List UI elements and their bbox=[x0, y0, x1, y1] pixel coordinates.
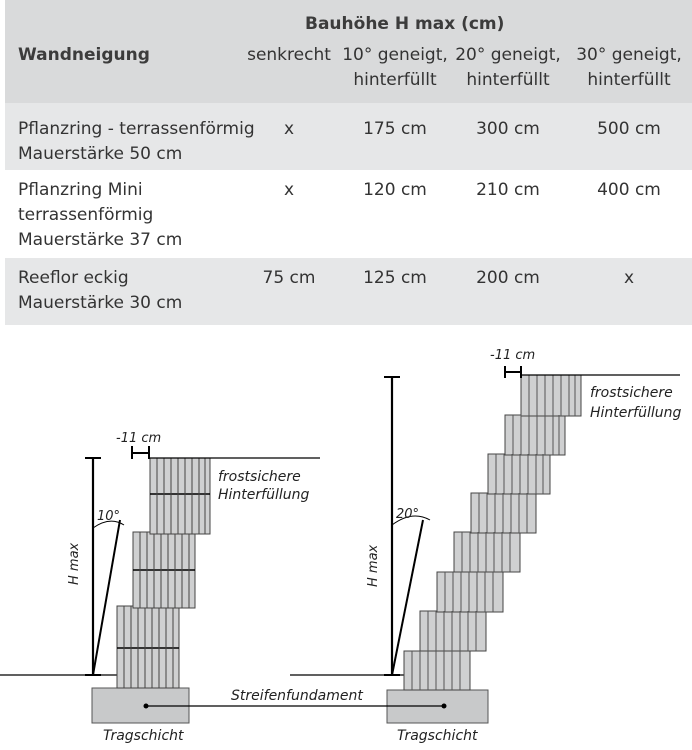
hmax-label: H max bbox=[366, 544, 381, 587]
column-header-10: 10° geneigt, hinterfüllt bbox=[342, 45, 448, 90]
table-row bbox=[5, 258, 692, 325]
wall-diagram bbox=[0, 330, 692, 750]
backfill-label-1: frostsichere bbox=[218, 469, 301, 485]
cell-senkrecht: x bbox=[283, 180, 295, 200]
cell-20: 200 cm bbox=[476, 268, 540, 288]
base-label: Tragschicht bbox=[397, 728, 478, 744]
row-name: Pflanzring - terrassenförmig Mauerstärke 50 cm bbox=[18, 119, 255, 164]
height-table bbox=[5, 0, 692, 325]
table-row bbox=[5, 170, 692, 258]
group-header: Bauhöhe H max (cm) bbox=[305, 14, 505, 34]
cell-senkrecht: x bbox=[283, 119, 295, 139]
right-wall bbox=[290, 348, 681, 744]
block-group-top bbox=[150, 458, 210, 534]
cell-30: 500 cm bbox=[597, 119, 661, 139]
block-stack bbox=[404, 375, 581, 690]
table-row bbox=[5, 103, 692, 170]
cell-20: 210 cm bbox=[476, 180, 540, 200]
row-header: Wandneigung bbox=[18, 45, 150, 65]
cell-senkrecht: 75 cm bbox=[262, 268, 316, 288]
cell-30: 400 cm bbox=[597, 180, 661, 200]
cell-30: x bbox=[623, 268, 635, 288]
cell-10: 125 cm bbox=[363, 268, 427, 288]
row-name: Reeflor eckig Mauerstärke 30 cm bbox=[18, 268, 183, 313]
base-label: Tragschicht bbox=[103, 728, 184, 744]
backfill-label-2: Hinterfüllung bbox=[218, 487, 310, 503]
block-group-middle bbox=[133, 532, 195, 608]
backfill-label-2: Hinterfüllung bbox=[590, 405, 682, 421]
column-header-senkrecht: senkrecht bbox=[247, 45, 331, 65]
backfill-label-1: frostsichere bbox=[590, 385, 673, 401]
incline-line bbox=[93, 520, 120, 675]
cell-10: 175 cm bbox=[363, 119, 427, 139]
row-name: Pflanzring Mini terrassenförmig Mauerstärke 37 cm bbox=[18, 180, 183, 250]
column-header-30: 30° geneigt, hinterfüllt bbox=[576, 45, 682, 90]
offset-label: -11 cm bbox=[116, 431, 162, 446]
cell-20: 300 cm bbox=[476, 119, 540, 139]
table-header bbox=[5, 0, 692, 103]
block-group-bottom bbox=[117, 606, 179, 688]
foundation-label: Streifenfundament bbox=[231, 688, 363, 704]
column-header-20: 20° geneigt, hinterfüllt bbox=[455, 45, 561, 90]
cell-10: 120 cm bbox=[363, 180, 427, 200]
hmax-label: H max bbox=[67, 542, 82, 585]
offset-label: -11 cm bbox=[490, 348, 536, 363]
angle-label: 10° bbox=[97, 509, 121, 524]
angle-label: 20° bbox=[396, 507, 420, 522]
